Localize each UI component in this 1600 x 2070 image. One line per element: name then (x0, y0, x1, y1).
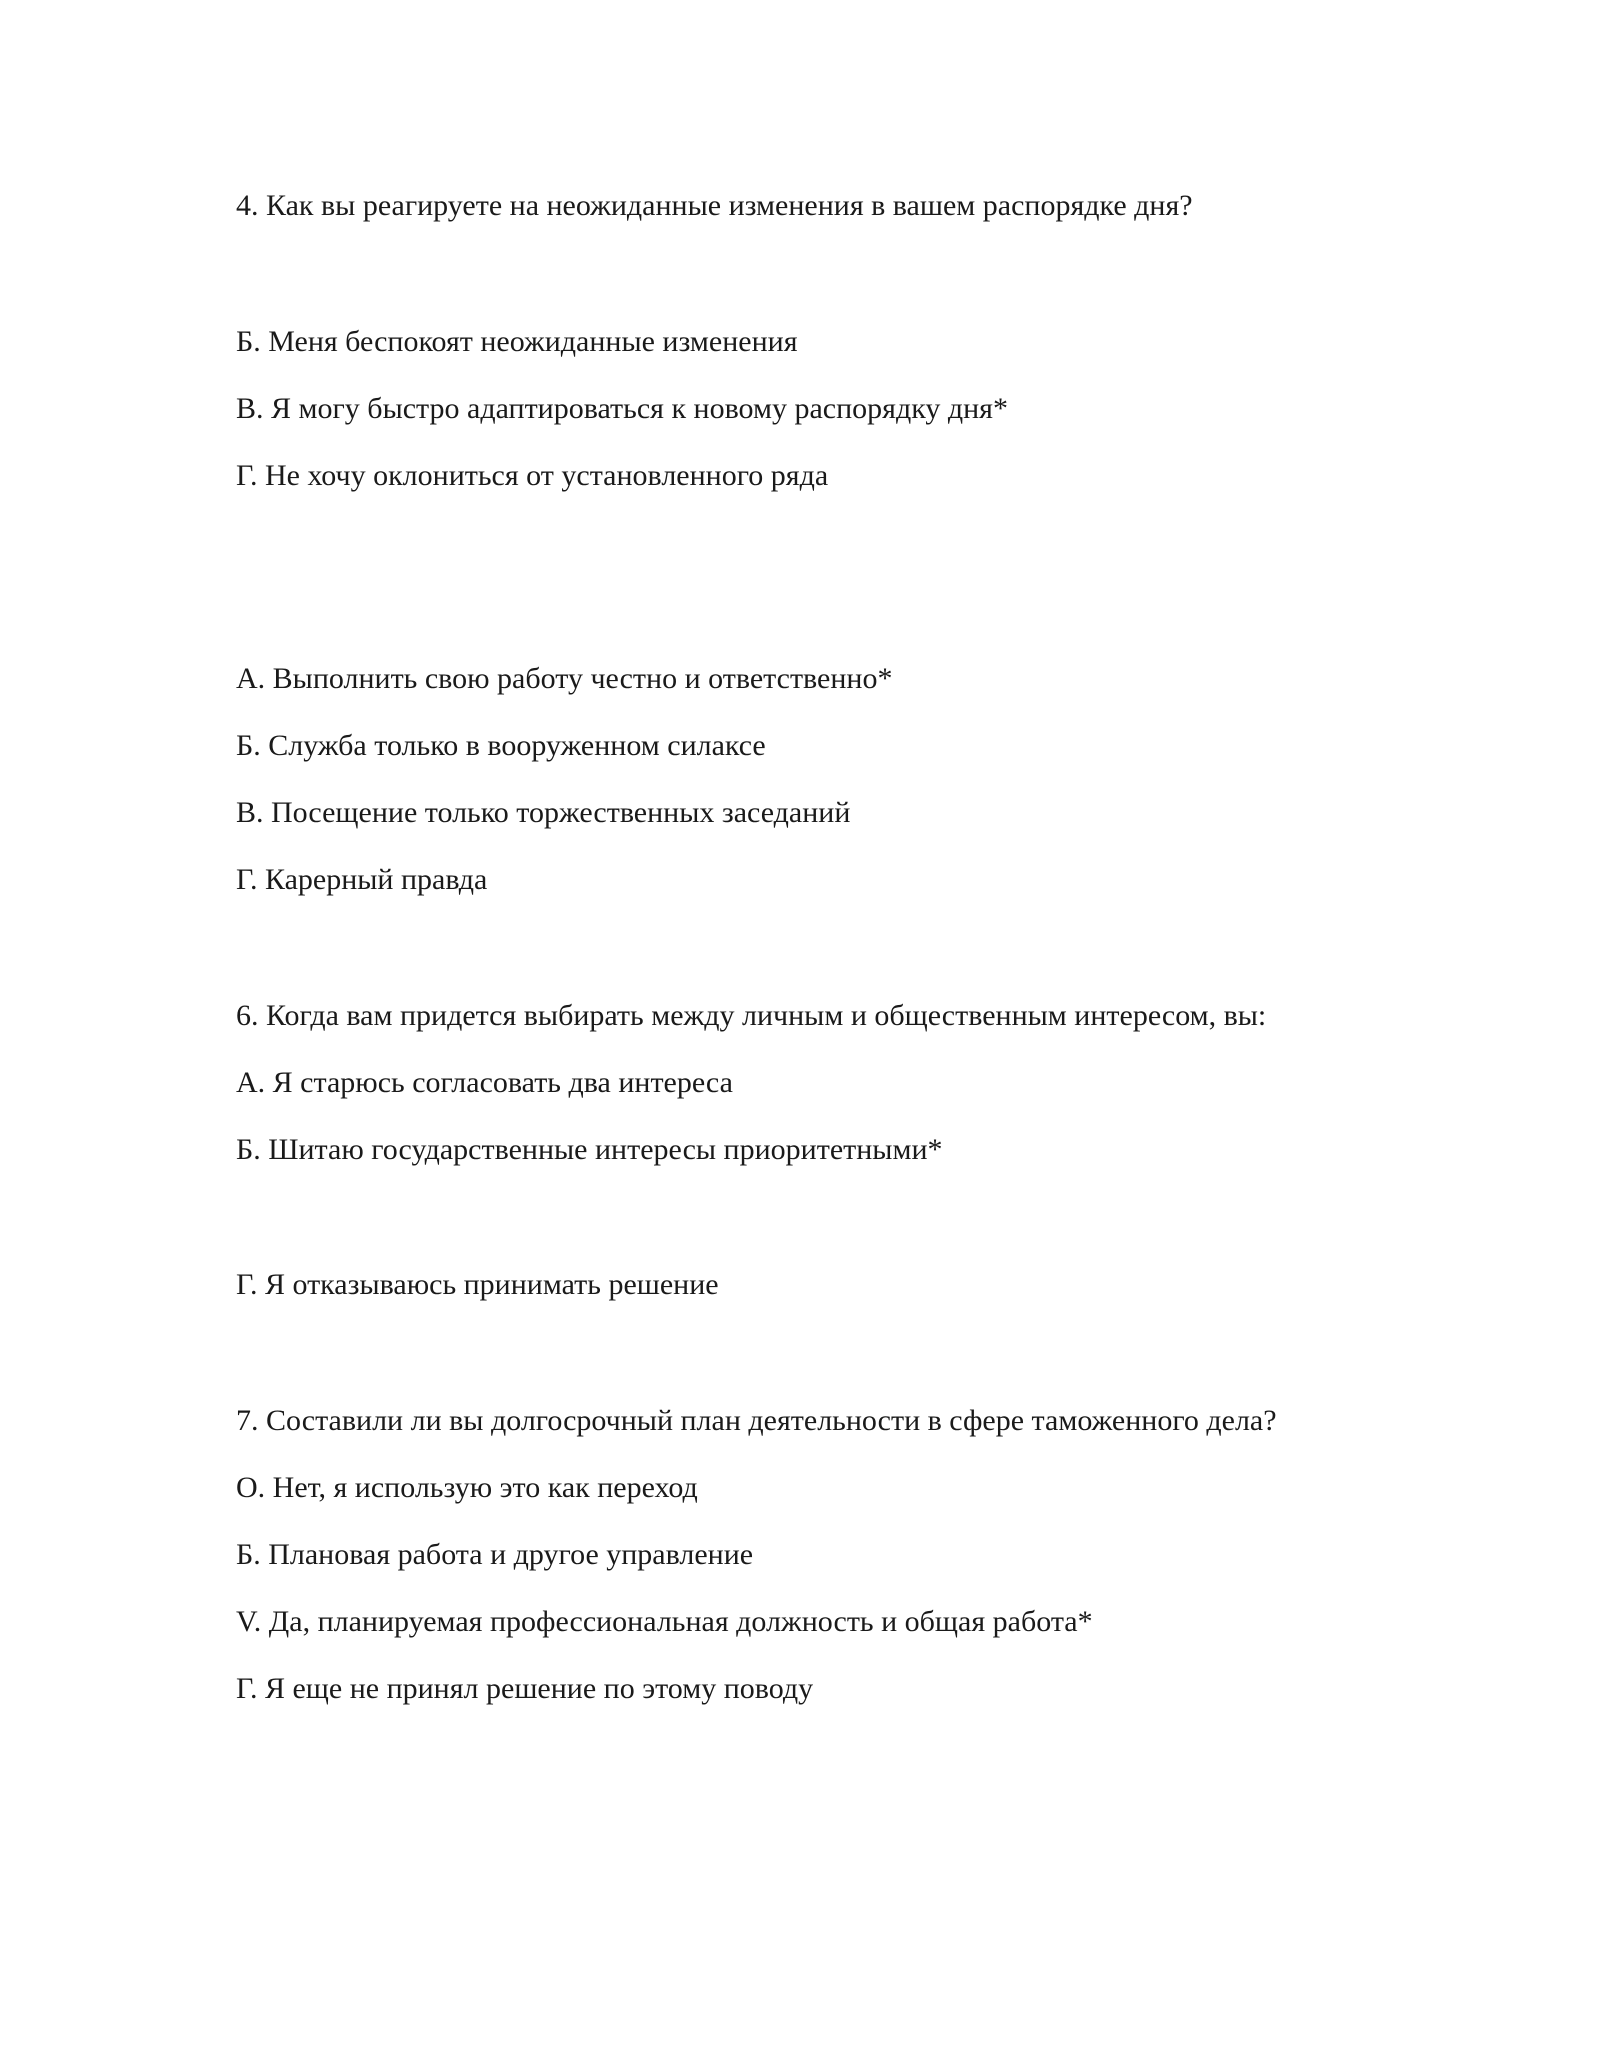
answer-7-v: V. Да, планируемая профессиональная должность и общая работа* (236, 1605, 1093, 1638)
answer-5-b: Б. Служба только в вооруженном силаксе (236, 729, 766, 762)
answer-6-g: Г. Я отказываюсь принимать решение (236, 1268, 719, 1301)
question-6: 6. Когда вам придется выбирать между личным и общественным интересом, вы: (236, 999, 1267, 1032)
question-4: 4. Как вы реагируете на неожиданные изменения в вашем распорядке дня? (236, 189, 1193, 222)
answer-4-v: В. Я могу быстро адаптироваться к новому распорядку дня* (236, 392, 1008, 425)
answer-7-g: Г. Я еще не принял решение по этому поводу (236, 1672, 814, 1705)
question-7: 7. Составили ли вы долгосрочный план деятельности в сфере таможенного дела? (236, 1404, 1277, 1437)
answer-5-v: В. Посещение только торжественных заседаний (236, 796, 851, 829)
answer-5-a: А. Выполнить свою работу честно и ответственно* (236, 662, 893, 695)
answer-5-g: Г. Карерный правда (236, 863, 488, 896)
answer-6-b: Б. Шитаю государственные интересы приоритетными* (236, 1133, 943, 1166)
answer-4-b: Б. Меня беспокоят неожиданные изменения (236, 325, 798, 358)
answer-4-g: Г. Не хочу оклониться от установленного ряда (236, 459, 829, 492)
answer-7-o: О. Нет, я использую это как переход (236, 1471, 698, 1504)
answer-6-a: А. Я старюсь согласовать два интереса (236, 1066, 733, 1099)
answer-7-b: Б. Плановая работа и другое управление (236, 1538, 754, 1571)
